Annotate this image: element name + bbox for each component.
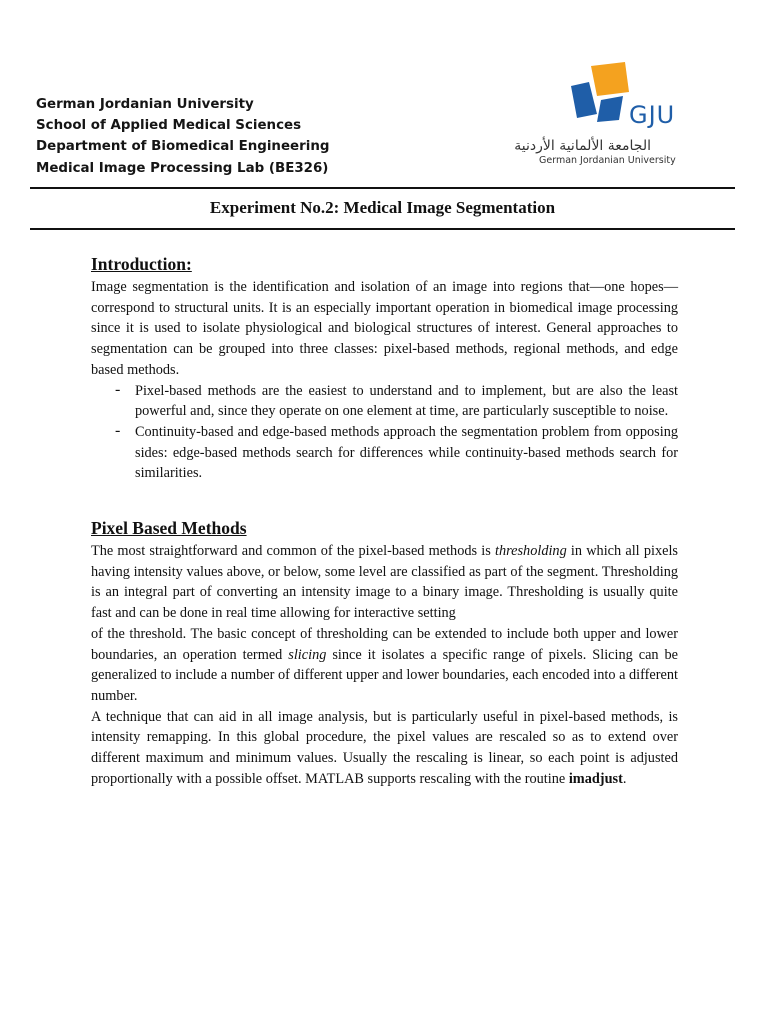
list-item (91, 381, 678, 422)
text-run: The most straightforward and common of the pixel-based methods is (91, 543, 495, 560)
title-rule-bottom (30, 228, 735, 230)
document-title: Experiment No.2: Medical Image Segmentation (209, 198, 556, 217)
text-run: A technique that can aid in all image analysis, but is particularly useful in pixel-based methods, is intensity remapping. In this global procedure, the pixel values are rescaled so as to extend over different maximum and minimum values. Usually the rescaling is linear, so each point is adjusted proportionally with a possible offset. MATLAB supports rescaling with the routine (91, 708, 678, 787)
bullet-text: Pixel-based methods are the easiest to understand and to implement, but are also the least powerful and, since they operate on one element at time, are particularly susceptible to noise. (135, 382, 678, 420)
pixel-based-paragraph-1 (91, 541, 678, 624)
pixel-based-heading: Pixel Based Methods (91, 518, 247, 539)
institution-header (36, 94, 329, 179)
text-run: in which all pixels having intensity values above, or below, some level are classified as part of the segment. Thresholding is an integral part of converting an intensity image to a binary image. Thresholding is usually quite fast and can be done in real time allowing for interactive setting (91, 543, 678, 622)
gju-logo-arabic: الجامعة الألمانية الأردنية (514, 138, 651, 154)
emphasis-thresholding: thresholding (494, 543, 567, 560)
text-run: since it isolates a specific range of pixels. Slicing can be generalized to include a number of different upper and lower boundaries, each encoded into a different number. (91, 646, 678, 704)
department-name: Department of Biomedical Engineering (36, 139, 330, 155)
text-run: of the threshold. The basic concept of thresholding can be extended to include both upper and lower boundaries, an operation termed (91, 625, 678, 663)
emphasis-slicing: slicing (288, 646, 327, 663)
list-item (91, 422, 678, 484)
pixel-based-paragraph-3 (91, 707, 678, 790)
bullet-dash: - (115, 421, 121, 439)
document-body (91, 252, 678, 789)
school-name: School of Applied Medical Sciences (36, 118, 302, 134)
gju-logo-english: German Jordanian University (539, 155, 676, 166)
title-rule-top (30, 187, 735, 189)
bullet-text: Continuity-based and edge-based methods approach the segmentation problem from opposing sides: edge-based methods search for differences while continuity-based methods search for similarities. (135, 423, 678, 482)
text-run: . (622, 770, 627, 787)
introduction-paragraph: Image segmentation is the identification and isolation of an image into regions that—one hopes—correspond to structural units. It is an especially important operation in biomedical image processing since it is used to isolate physiological and biological structures of interest. General approaches to segmentation can be grouped into three classes: pixel-based methods, regional methods, and edge based methods. (91, 279, 678, 378)
introduction-heading: Introduction: (91, 254, 192, 274)
introduction-bullets (91, 381, 678, 485)
bold-imadjust: imadjust (568, 770, 623, 787)
lab-name: Medical Image Processing Lab (BE326) (36, 160, 329, 176)
gju-logo (505, 60, 695, 170)
gju-logo-text: GJU (629, 101, 676, 129)
university-name: German Jordanian University (36, 97, 254, 112)
gju-logo-mark-icon (567, 62, 637, 122)
bullet-dash: - (115, 380, 121, 398)
pixel-based-paragraph-2 (91, 624, 678, 707)
